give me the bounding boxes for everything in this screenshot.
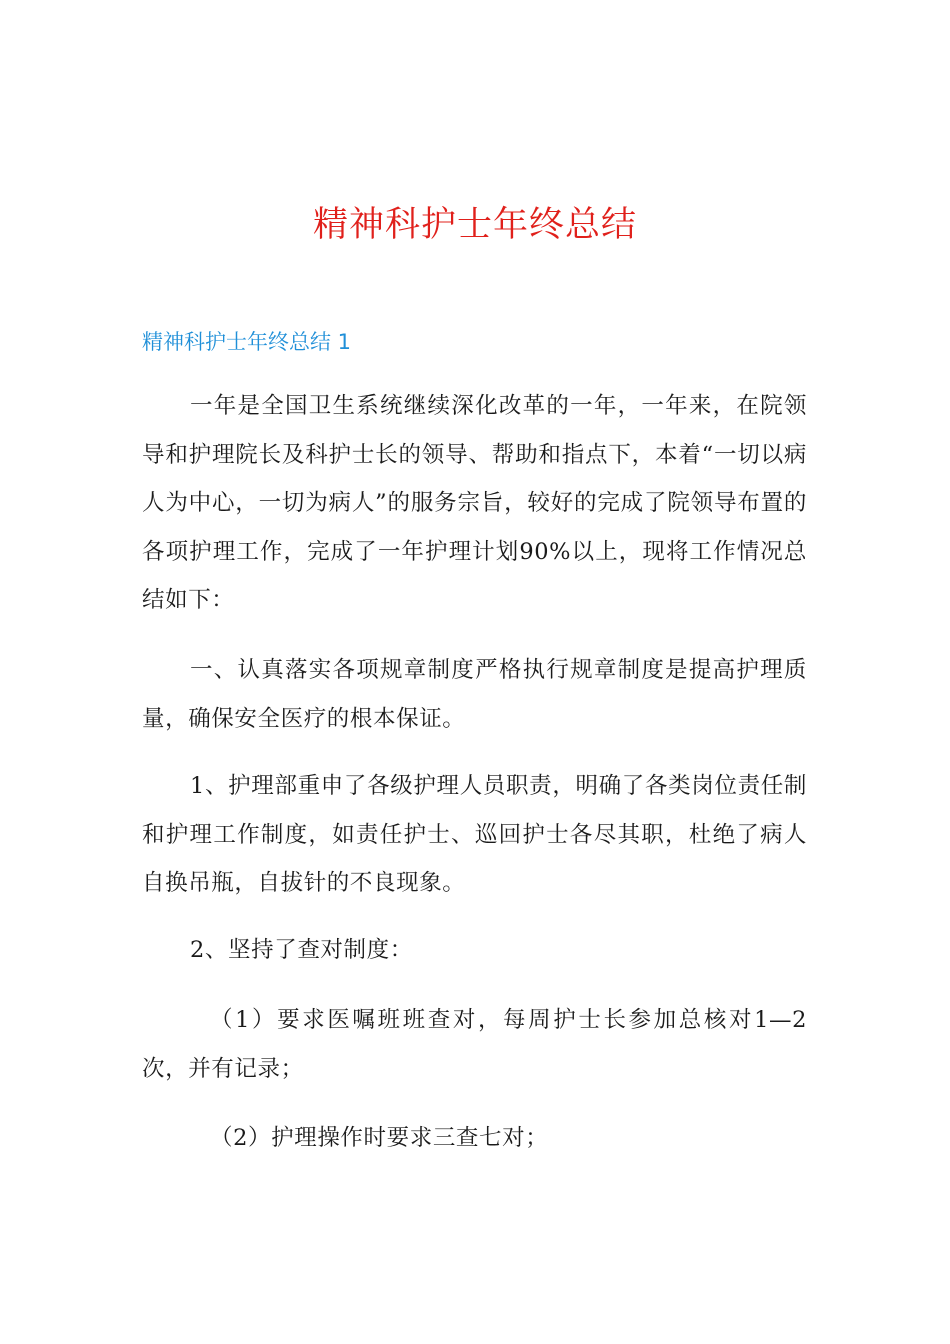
paragraph-item-1: 1、护理部重申了各级护理人员职责，明确了各类岗位责任制和护理工作制度，如责任护士、巡回护士各尽其职，杜绝了病人自换吊瓶，自拔针的不良现象。 [142, 773, 807, 896]
paragraph-item-2: 2、坚持了查对制度： [190, 937, 413, 963]
paragraph-point-one: 一、认真落实各项规章制度严格执行规章制度是提高护理质量，确保安全医疗的根本保证。 [142, 657, 807, 732]
paragraph-subitem-1: （1）要求医嘱班班查对，每周护士长参加总核对1—2次，并有记录； [142, 1007, 807, 1082]
document-title: 精神科护士年终总结 [312, 205, 637, 245]
paragraph-subitem-2: （2）护理操作时要求三查七对； [210, 1125, 549, 1151]
section-heading: 精神科护士年终总结 1 [142, 330, 352, 354]
paragraph-intro: 一年是全国卫生系统继续深化改革的一年，一年来，在院领导和护理院长及科护士长的领导、帮助和指点下，本着“一切以病人为中心，一切为病人”的服务宗旨，较好的完成了院领导布置的各项护理工作，完成了一年护理计划90%以上，现将工作情况总结如下： [142, 393, 807, 613]
